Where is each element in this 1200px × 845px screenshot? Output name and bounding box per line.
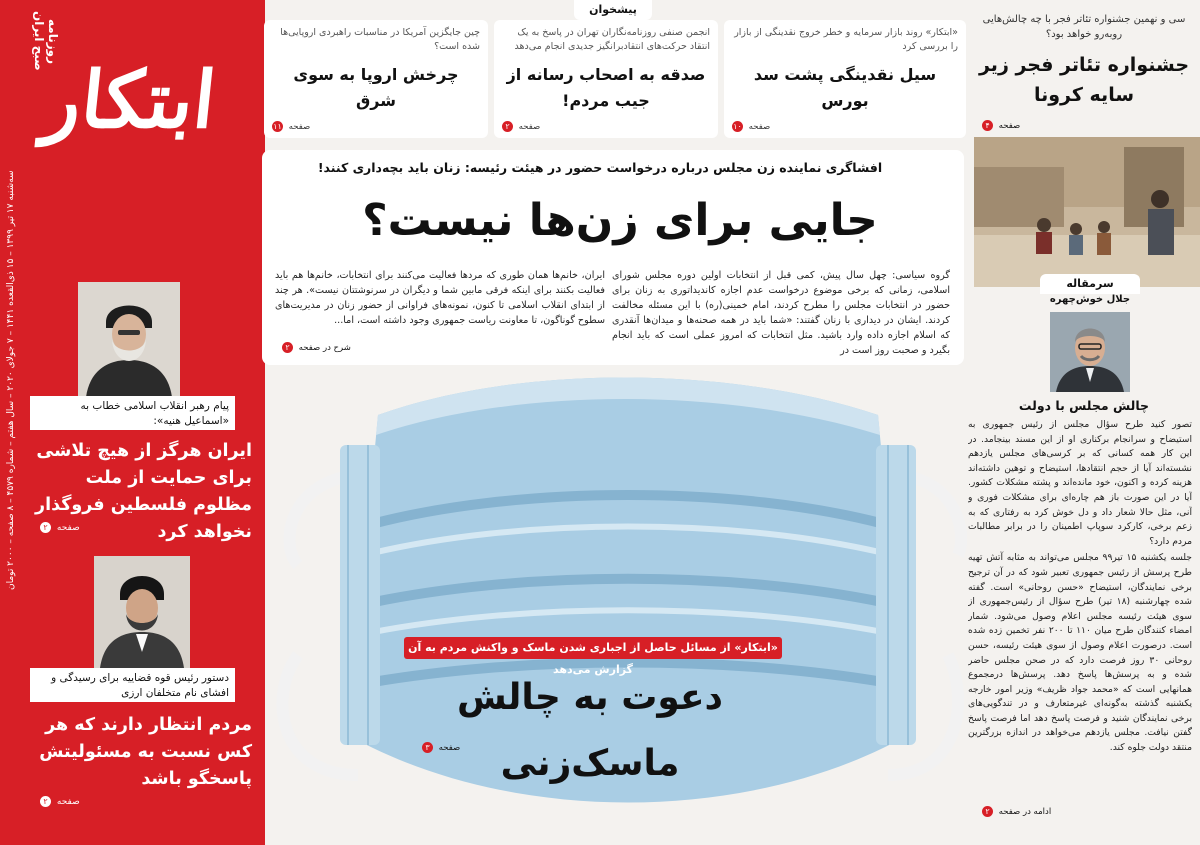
dateline: سه‌شنبه ۱۷ تیر ۱۳۹۹ – ۱۵ ذی‌القعده ۱۴۴۱ – ۷ جولای ۲۰۲۰ – سال هفتم – شماره ۴۵۷۹ – ۸ صفحه – ۲۰۰۰ تومان xyxy=(6,170,16,590)
page-number-badge: ۴ xyxy=(982,120,993,131)
teaser-page-ref[interactable] xyxy=(502,121,540,132)
judiciary-chief-portrait[interactable] xyxy=(94,556,190,668)
story-2-caption: دستور رئیس قوه قضاییه برای رسیدگی و افشای نام متخلفان ارزی xyxy=(30,668,235,702)
page-number-badge: ۲ xyxy=(40,796,51,807)
suggestions-label: پیشخوان xyxy=(574,0,652,20)
author-portrait-image xyxy=(1050,312,1130,392)
page-number-badge: ۲ xyxy=(282,342,293,353)
theatre-headline[interactable]: جشنواره تئاتر فجر زیر سایه کرونا xyxy=(978,54,1190,106)
editorial-title[interactable]: چالش مجلس با دولت xyxy=(1018,398,1150,413)
page-label: صفحه xyxy=(288,122,311,132)
continue-label: ادامه در صفحه xyxy=(998,807,1052,817)
page-number-badge: ۱۰ xyxy=(733,122,742,131)
editorial-label: سرمقاله xyxy=(1040,274,1140,294)
page-number-badge: ۲ xyxy=(502,121,513,132)
teaser-journalists[interactable] xyxy=(494,20,718,138)
author-name: جلال خوش‌چهره xyxy=(1049,294,1131,305)
page-number-badge: ۲ xyxy=(982,806,993,817)
story-2-headline[interactable]: مردم انتظار دارند که هر کس نسبت به مسئولیتش پاسخگو باشد xyxy=(39,715,252,789)
editorial-paragraph: تصور کنید طرح سؤال مجلس از رئیس جمهوری به استیضاح و سرانجام برکناری او از این مسند بینجامد. در این کار همه کسانی که بر کرسی‌های مجلس یازدهم نشسته‌اند آیا از حجم انتقادها، استیضاح و توهین داشته‌اند هزینه کرده و اکنون، خود مانده‌اند و پشته مشکلات کشور. آیا در این صورت باز هم چاره‌ای برای مشکلات فوری و آنی، مثل حالا شعار داد و دل خوش کرد به رفتاری که به زعم برخی، کارکرد سوپاپ اطمینان را در برابر مطالبات مردم دارد؟ xyxy=(968,419,1192,547)
teaser-headline[interactable]: چرخش اروپا به سوی شرق xyxy=(293,65,459,110)
theatre-kicker: سی و نهمین جشنواره تئاتر فجر با چه چالش‌هایی روبه‌رو خواهد بود؟ xyxy=(982,14,1186,40)
editorial-continue-ref[interactable] xyxy=(982,806,1051,817)
teaser-kicker: «ابتکار» روند بازار سرمایه و خطر خروج نقدینگی از بازار را بررسی کرد xyxy=(734,27,958,52)
page-number-badge: ۲ xyxy=(40,522,51,533)
leader-portrait[interactable] xyxy=(78,282,180,397)
teaser-kicker: چین جایگزین آمریکا در مناسبات راهبردی اروپایی‌ها شده است؟ xyxy=(280,27,480,52)
page-label: صفحه xyxy=(438,743,461,753)
teaser-headline[interactable]: صدقه به اصحاب رسانه از جیب مردم! xyxy=(506,65,706,110)
mask-page-ref[interactable] xyxy=(422,742,460,753)
lead-headline[interactable]: جایی برای زن‌ها نیست؟ xyxy=(362,195,878,246)
theatre-photo-image xyxy=(974,137,1200,287)
mask-kicker: «ابتکار» از مسائل حاصل از اجباری شدن ماسک و واکنش مردم به آن گزارش می‌دهد xyxy=(404,637,782,659)
theatre-photo[interactable] xyxy=(974,137,1200,287)
page-label: صفحه xyxy=(56,523,80,533)
teaser-headline[interactable]: سیل نقدینگی پشت سد بورس xyxy=(753,65,937,110)
teaser-europe[interactable] xyxy=(264,20,488,138)
page-label: صفحه xyxy=(748,122,771,132)
lead-page-ref[interactable] xyxy=(282,342,351,353)
teaser-page-ref[interactable] xyxy=(732,121,770,132)
editorial-paragraph: جلسه یکشنبه ۱۵ تیر۹۹ مجلس می‌تواند به مثابه آتش تهیه طرح پرسش از رئیس جمهوری تعبیر شود که در آن ترجیح برخی نمایندگان، استیضاح «حسن روحانی» است. گفته شده چهارشنبه (۱۸ تیر) طرح سؤال از رئیس‌جمهوری از سوی هیئت رئیسه مجلس اعلام وصول می‌شود. شمار امضاء کنندگان طرح میان ۱۱۰ تا ۲۰۰ نفر تخمین زده شده است. درصورت اعلام وصول از سوی هیئت رئیسه، حسن روحانی ۳۰ روز فرصت دارد که در صحن مجلس حاضر شده و به پرسش‌ها پاسخ دهد. پرسش‌ها درمجموع همانهایی است که «محمد جواد ظریف» وزیر امور خارجه یکشنبه گذشته به‌گونه‌ای غیرمتعارف و در تندگویی‌های برخی نمایندگان شنید و فرصت پاسخ دهد اما فرصت پاسخ گفتن نیافت. مجلس یازدهم می‌خواهد در اندازه بزرگترین منتقد دولت جلوه کند. xyxy=(968,552,1192,754)
teaser-stock-market[interactable] xyxy=(724,20,966,138)
leader-portrait-image xyxy=(78,282,180,397)
page-label: صفحه xyxy=(56,797,80,807)
teaser-kicker: انجمن صنفی روزنامه‌نگاران تهران در پاسخ به یک انتقاد حرکت‌های انتقادبرانگیز جدیدی انجام می‌دهد xyxy=(514,27,710,52)
lead-text-right: گروه سیاسی: چهل سال پیش، کمی قبل از انتخابات اولین دوره مجلس شورای اسلامی، زمانی که برخی موضوع درخواست عدم اجازه کاندیداتوری به زنان برای حضور در انتخابات مجلس را مطرح کردند، امام خمینی(ره) با این مسئله مخالفت کردند. ایشان در دیداری با زنان گفتند: «شما باید در همه صحنه‌ها و میدان‌ها آنقدری که اسلام اجازه داده وارد باشید. مثل انتخابات که امروز عملی است که باید انجام بگیرد و صحبت روز است در xyxy=(612,270,950,356)
lead-kicker: افشاگری نماینده زن مجلس درباره درخواست حضور در هیئت رئیسه: زنان باید بچه‌داری کنند! xyxy=(317,160,883,175)
page-label: شرح در صفحه xyxy=(298,343,351,353)
story-1-caption: پیام رهبر انقلاب اسلامی خطاب به «اسماعیل هنیه»: xyxy=(30,396,235,430)
masthead-logo[interactable]: ابتکار xyxy=(39,55,221,146)
story-1-headline[interactable]: ایران هرگز از هیچ تلاشی برای حمایت از ملت مظلوم فلسطین فروگذار نخواهد کرد xyxy=(35,441,252,542)
editorial-body xyxy=(968,418,1192,800)
teaser-page-ref[interactable] xyxy=(272,121,310,132)
lead-text-left: ایران، خانم‌ها همان طوری که مردها فعالیت می‌کنند برای انتخابات، خانم‌ها هم باید فعالیت بکنند برای اینکه فرقی مابین شما و دیگران در سرنوشتتان نیست». هر چند از ابتدای انقلاب اسلامی تا کنون، نمونه‌های فراوانی از حضور زنان در مدیریت‌های سطوح گوناگون، تا معاونت ریاست جمهوری وجود داشته است، اما... xyxy=(275,270,605,326)
theatre-page-ref[interactable] xyxy=(982,120,1020,131)
page-label: صفحه xyxy=(998,121,1021,131)
page-number-badge: ۱۱ xyxy=(273,122,282,131)
page-label: صفحه xyxy=(518,122,541,132)
masthead-subtitle: روزنامه صبح ایران xyxy=(32,11,60,71)
story-1-page-ref[interactable] xyxy=(40,522,80,533)
story-2-page-ref[interactable] xyxy=(40,796,80,807)
page-number-badge: ۳ xyxy=(422,742,433,753)
mask-headline[interactable]: دعوت به چالش ماسک‌زنی xyxy=(456,677,724,784)
judiciary-chief-portrait-image xyxy=(94,556,190,668)
author-portrait xyxy=(1050,312,1130,392)
